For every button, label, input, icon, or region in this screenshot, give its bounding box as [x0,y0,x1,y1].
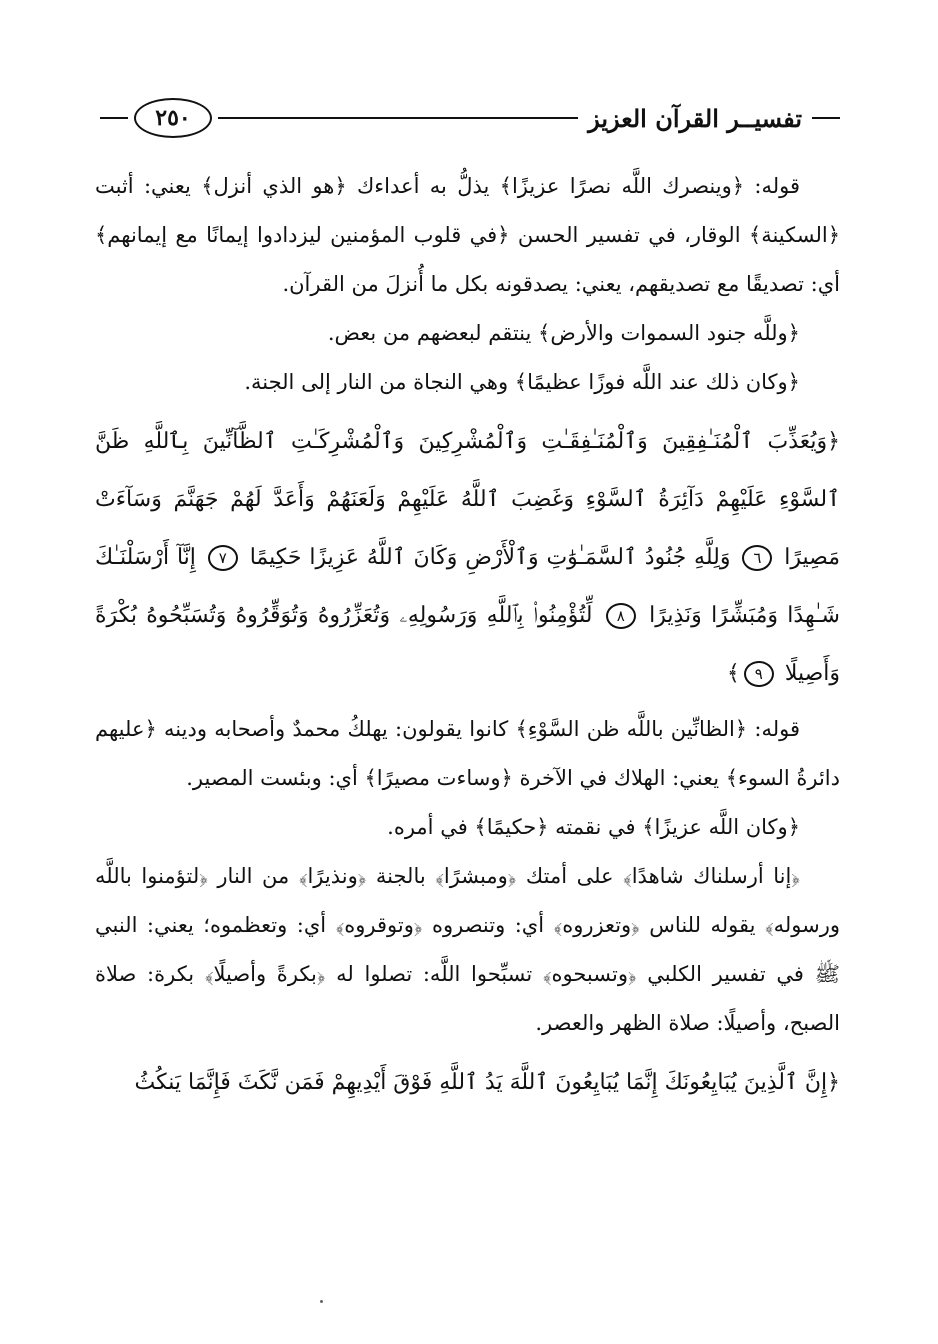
quran-text-9: لِّتُؤْمِنُوا۟ بِٱللَّهِ وَرَسُولِهِۦ وَتُعَزِّرُوهُ وَتُوَقِّرُوهُ وَتُسَبِّحُوهُ بُكْرَةً وَأَصِيلًا [95,603,840,686]
paragraph-3: ﴿وكان ذلك عند اللَّه فوزًا عظيمًا﴾ وهي النجاة من النار إلى الجنة. [244,370,800,394]
verse-number-marker: ٦ [742,545,772,571]
paragraph-2: ﴿وللَّه جنود السموات والأرض﴾ ينتقم لبعضهم من بعض. [327,321,800,345]
quran-verses-6-9 [95,413,840,703]
running-title: تفسيــر القرآن العزيز [588,103,802,133]
paragraph-6: ﴿إنا أرسلناك شاهدًا﴾ على أمتك ﴿ومبشرًا﴾ بالجنة ﴿ونذيرًا﴾ من النار ﴿لتؤمنوا باللَّه ورسوله﴾ يقوله للناس ﴿وتعزروه﴾ أي: وتنصروه ﴿وتوقروه﴾ أي: وتعظموه؛ يعني: النبي ﷺ في تفسير الكلبي ﴿وتسبحوه﴾ تسبِّحوا اللَّه: تصلوا له ﴿بكرةً وأصيلًا﴾ بكرة: صلاة الصبح، وأصيلًا: صلاة الظهر والعصر. [95,864,840,1035]
header-rule-right [812,117,840,119]
quran-text-7: وَلِلَّهِ جُنُودُ ٱلسَّمَـٰوَٰتِ وَٱلْأَرْضِ وَكَانَ ٱللَّهُ عَزِيزًا حَكِيمًا [249,545,731,570]
verse-number-marker: ٧ [208,545,238,571]
verse-number-marker: ٨ [606,603,636,629]
closing-bracket: ﴾ [726,661,740,686]
header-rule-left [100,117,128,119]
page-header [100,96,840,140]
page-number: ٢٥٠ [134,98,212,138]
quran-text-8: إِنَّآ أَرْسَلْنَـٰكَ شَـٰهِدًا وَمُبَشِّرًا وَنَذِيرًا [95,545,840,628]
paragraph-4: قوله: ﴿الظانِّين باللَّه ظن السَّوْءِ﴾ كانوا يقولون: يهلكُ محمدٌ وأصحابه ودينه ﴿عليهم دائرةُ السوء﴾ يعني: الهلاك في الآخرة ﴿وساءت مصيرًا﴾ أي: وبئست المصير. [95,717,840,790]
paragraph-5: ﴿وكان اللَّه عزيزًا﴾ في نقمته ﴿حكيمًا﴾ في أمره. [387,815,800,839]
page-body [95,162,840,1114]
paragraph-1: قوله: ﴿وينصرك اللَّه نصرًا عزيزًا﴾ يذلُّ به أعداءك ﴿هو الذي أنزل﴾ يعني: أثبت ﴿السكينة﴾ الوقار، في تفسير الحسن ﴿في قلوب المؤمنين ليزدادوا إيمانًا مع إيمانهم﴾ أي: تصديقًا مع تصديقهم، يعني: يصدقونه بكل ما أُنزلَ من القرآن. [95,174,840,296]
quran-verse-10: ﴿إِنَّ ٱلَّذِينَ يُبَايِعُونَكَ إِنَّمَا يُبَايِعُونَ ٱللَّهَ يَدُ ٱللَّهِ فَوْقَ أَيْدِيهِمْ فَمَن نَّكَثَ فَإِنَّمَا يَنكُثُ [134,1070,840,1095]
header-rule-middle [218,117,578,119]
scan-speck [320,1300,323,1303]
verse-number-marker: ٩ [744,661,774,687]
quran-text-6: ﴿وَيُعَذِّبَ ٱلْمُنَـٰفِقِينَ وَٱلْمُنَـٰفِقَـٰتِ وَٱلْمُشْرِكِينَ وَٱلْمُشْرِكَـٰتِ ٱلظَّآنِّينَ بِٱللَّهِ ظَنَّ ٱلسَّوْءِ عَلَيْهِمْ دَآئِرَةُ ٱلسَّوْءِ وَغَضِبَ ٱللَّهُ عَلَيْهِمْ وَلَعَنَهُمْ وَأَعَدَّ لَهُمْ جَهَنَّمَ وَسَآءَتْ مَصِيرًا [95,429,841,570]
